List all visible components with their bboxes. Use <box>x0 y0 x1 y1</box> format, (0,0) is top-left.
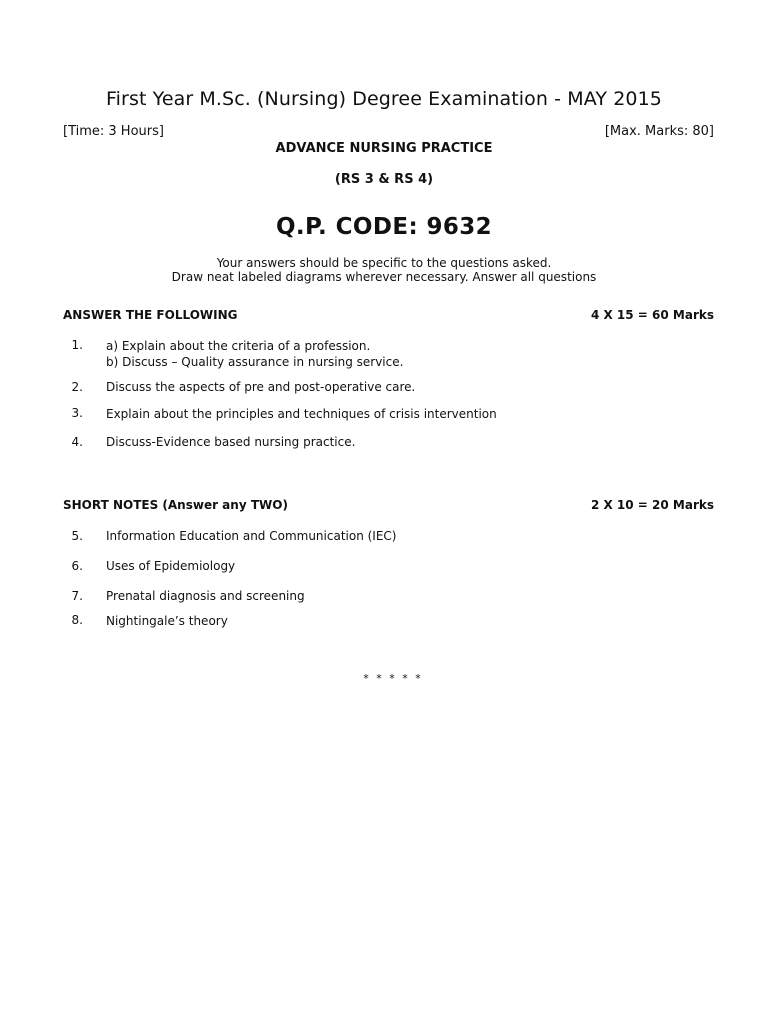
section-long-heading: ANSWER THE FOLLOWING <box>63 308 238 322</box>
section-short-marks: 2 X 10 = 20 Marks <box>590 498 714 512</box>
question-number: 1. <box>71 338 83 352</box>
question-text: Uses of Epidemiology <box>106 559 236 573</box>
question-text: Information Education and Communication (IEC) <box>106 529 397 543</box>
question-number: 4. <box>71 435 83 449</box>
question-text: Prenatal diagnosis and screening <box>106 589 305 603</box>
question-text: Nightingale’s theory <box>106 614 228 628</box>
question-number: 3. <box>71 406 83 420</box>
question-number: 5. <box>71 529 83 543</box>
question-text: Discuss the aspects of pre and post-operative care. <box>106 380 416 394</box>
time-duration: [Time: 3 Hours] <box>63 124 164 139</box>
section-short-heading: SHORT NOTES (Answer any TWO) <box>63 498 288 512</box>
instruction-line-1: Your answers should be specific to the questions asked. <box>216 256 552 270</box>
question-text: Explain about the principles and techniques of crisis intervention <box>106 407 497 421</box>
instruction-line-2: Draw neat labeled diagrams wherever necessary. Answer all questions <box>171 270 597 284</box>
subject-title: ADVANCE NURSING PRACTICE <box>275 141 493 156</box>
end-of-paper-marker: * * * * * <box>363 672 423 685</box>
question-number: 8. <box>71 613 83 627</box>
question-text: a) Explain about the criteria of a profession. <box>106 339 371 353</box>
question-text: Discuss-Evidence based nursing practice. <box>106 435 356 449</box>
regulation-scheme: (RS 3 & RS 4) <box>334 172 434 187</box>
question-number: 6. <box>71 559 83 573</box>
question-text: b) Discuss – Quality assurance in nursing service. <box>106 355 404 369</box>
exam-title: First Year M.Sc. (Nursing) Degree Examination - MAY 2015 <box>106 88 662 110</box>
qp-code: Q.P. CODE: 9632 <box>275 214 493 240</box>
question-number: 7. <box>71 589 83 603</box>
question-number: 2. <box>71 380 83 394</box>
section-long-marks: 4 X 15 = 60 Marks <box>590 308 714 322</box>
max-marks: [Max. Marks: 80] <box>604 124 714 139</box>
